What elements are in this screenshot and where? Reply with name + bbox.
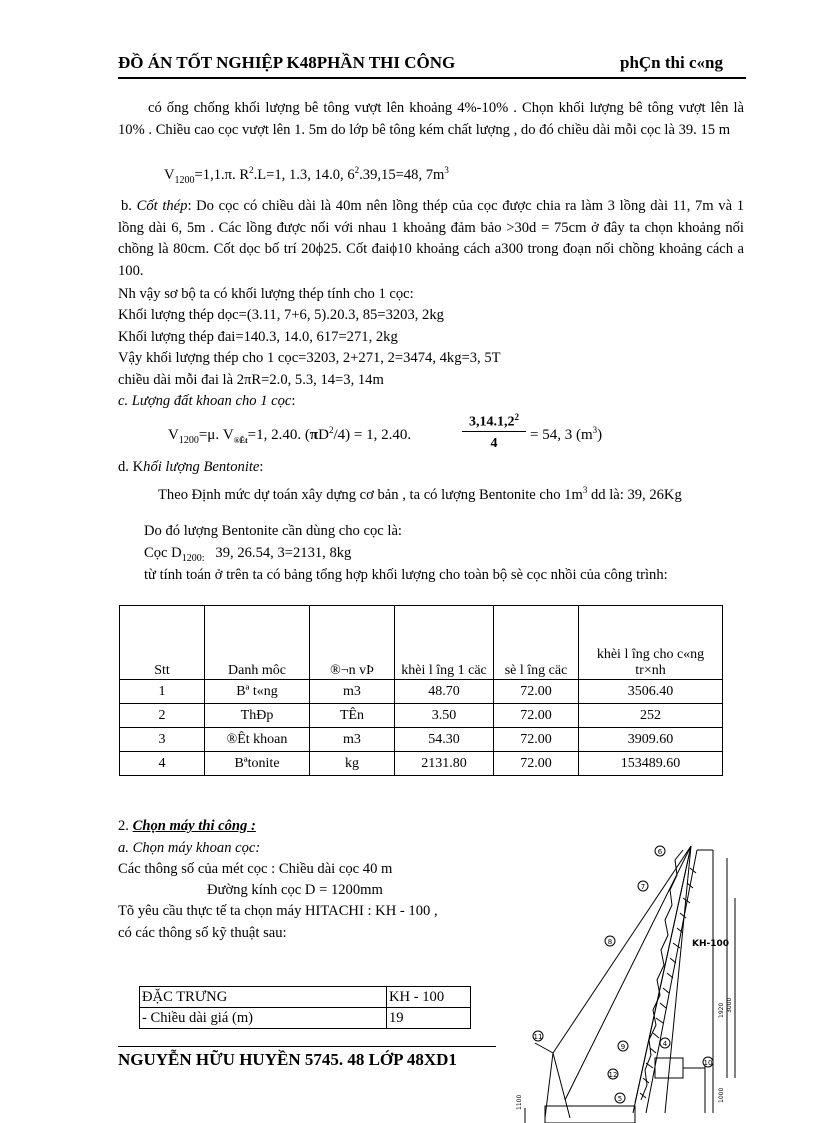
steel-line-5: chiều dài mỗi đai là 2πR=2.0, 5.3, 14=3, 14m: [118, 372, 384, 388]
header-rule: [118, 77, 746, 79]
machine-line-1: Các thông số của mét cọc : Chiều dài cọc 40 m: [118, 861, 393, 877]
table-header-cell: khèi l îng 1 cäc: [395, 606, 494, 680]
steel-title: Cốt thép: [136, 198, 188, 214]
table-cell: ®Êt khoan: [205, 728, 310, 752]
dimension-label: 1100: [516, 1094, 523, 1110]
footer-text: NGUYỄN HỮU HUYỀN 5745. 48 LỚP 48XD1: [118, 1050, 457, 1069]
table-header-cell: Danh môc: [205, 606, 310, 680]
callout-label: 8: [607, 938, 613, 946]
callout-label: 6: [657, 848, 663, 856]
table-cell: ĐẶC TRƯNG: [140, 987, 387, 1008]
callout-label: 10: [703, 1059, 713, 1067]
steel-paragraph: b. Cốt thép: Do cọc có chiều dài là 40m nên lồng thép của cọc được chia ra làm 3 lồng dài 11, 7m và 1 lồng dài 6, 5m . Các lồng được nối với nhau 1 khoảng đảm bảo >30d = 75cm ở đây ta chọn khoảng nối chồng là 80cm. Cốt dọc bố trí 20ϕ25. Cốt đaiϕ10 khoảng cách a300 trong đoạn nối chồng khoảng cách a 100.: [118, 198, 744, 279]
soil-result: = 54, 3 $(m^3)$: [530, 425, 603, 443]
callout-label: 9: [620, 1043, 626, 1051]
volume-table: [119, 605, 723, 776]
table-cell: 72.00: [494, 680, 579, 704]
table-cell: TÊn: [310, 704, 395, 728]
header-right: phÇn thi c«ng: [620, 53, 723, 72]
dimension-label: 1920: [718, 1002, 725, 1018]
soil-fraction: 3,14.1,2$^2$ 4: [462, 412, 526, 452]
table-cell: kg: [310, 752, 395, 776]
table-cell: 54.30: [395, 728, 494, 752]
volume-formula: $V_{1200}=1,1.\pi$. $R^2.L=1$, 1.3, 14.0, $6^2.39,15=48$, $7m^3$: [164, 165, 449, 186]
table-row: [120, 752, 723, 776]
table-cell: Bª t«ng: [205, 680, 310, 704]
bentonite-line-2: Do đó lượng Bentonite cần dùng cho cọc là:: [144, 523, 402, 539]
crane-model-label: KH-100: [692, 939, 730, 949]
table-header-cell: Stt: [120, 606, 205, 680]
table-row: [140, 1008, 471, 1029]
bentonite-summary: từ tính toán ở trên ta có bảng tổng hợp khối lượng cho toàn bộ sè cọc nhồi của công trình:: [144, 567, 668, 583]
table-cell: 72.00: [494, 728, 579, 752]
table-row: [120, 704, 723, 728]
table-cell: 72.00: [494, 704, 579, 728]
steel-line-2: Khối lượng thép dọc=(3.11, 7+6, 5).20.3, 85=3203, 2kg: [118, 307, 444, 323]
table-cell: Bªtonite: [205, 752, 310, 776]
table-row: [120, 680, 723, 704]
table-header-cell: khèi l îng cho c«ng tr×nh: [579, 606, 723, 680]
dimension-label: 1000: [718, 1087, 725, 1103]
bentonite-paragraph: Theo Định mức dự toán xây dựng cơ bản , ta có lượng Bentonite cho $1m^3$ dd là: 39, 26Kg: [158, 485, 682, 503]
soil-heading: c. Lượng đất khoan cho 1 cọc:: [118, 393, 296, 409]
table-cell: 153489.60: [579, 752, 723, 776]
table-cell: 3: [120, 728, 205, 752]
callout-label: 5: [617, 1095, 623, 1103]
table-cell: m3: [310, 728, 395, 752]
table-cell: 3.50: [395, 704, 494, 728]
footer-rule: [118, 1046, 496, 1047]
table-header-row: [120, 606, 723, 680]
callout-label: 4: [662, 1040, 668, 1048]
table-cell: KH - 100: [387, 987, 471, 1008]
header-left: ĐỒ ÁN TỐT NGHIỆP K48PHẦN THI CÔNG: [118, 53, 456, 72]
table-cell: 72.00: [494, 752, 579, 776]
table-cell: - Chiều dài giá (m): [140, 1008, 387, 1029]
spec-table: [139, 986, 471, 1029]
table-cell: 1: [120, 680, 205, 704]
machine-subheading: a. Chọn máy khoan cọc:: [118, 840, 261, 856]
table-cell: 4: [120, 752, 205, 776]
machine-line-2: Đường kính cọc D = 1200mm: [207, 882, 383, 898]
table-cell: 19: [387, 1008, 471, 1029]
callout-label: 12: [608, 1071, 618, 1079]
table-row: [140, 987, 471, 1008]
soil-formula: $V_{1200}=\mu$. $V_{®Êt}=1$, 2.40. $(\pi D^2/4) = 1$, 2.40.: [168, 425, 412, 446]
steel-line-3: Khối lượng thép đai=140.3, 14.0, 617=271, 2kg: [118, 329, 398, 345]
table-cell: 3506.40: [579, 680, 723, 704]
table-cell: 252: [579, 704, 723, 728]
intro-paragraph: có ống chống khối lượng bê tông vượt lên khoảng 4%-10% . Chọn khối lượng bê tông vượt lên là 10% . Chiều cao cọc vượt lên 1. 5m do lớp bê tông kém chất lượng , do đó chiều dài mỗi cọc là 39. 15 m: [118, 100, 744, 138]
steel-line-1: Nh vậy sơ bộ ta có khối lượng thép tính cho 1 cọc:: [118, 286, 414, 302]
steel-line-4: Vậy khối lượng thép cho 1 cọc=3203, 2+271, 2=3474, 4kg=3, 5T: [118, 350, 501, 366]
table-cell: 2131.80: [395, 752, 494, 776]
table-cell: ThÐp: [205, 704, 310, 728]
table-row: [120, 728, 723, 752]
table-cell: 48.70: [395, 680, 494, 704]
crane-drawing: [505, 838, 745, 1123]
table-header-cell: ®¬n vÞ: [310, 606, 395, 680]
bentonite-line-3: Cọc $D_{1200:}$ 39, 26.54, 3=2131, 8kg: [144, 545, 352, 564]
machine-line-3: Tõ yêu cầu thực tế ta chọn máy HITACHI : KH - 100 ,: [118, 903, 438, 919]
bentonite-heading: d. Khối lượng Bentonite:: [118, 459, 264, 475]
machine-heading: 2. Chọn máy thi công :: [118, 818, 256, 834]
callout-label: 7: [640, 883, 646, 891]
table-cell: 2: [120, 704, 205, 728]
table-cell: 3909.60: [579, 728, 723, 752]
machine-line-4: có các thông số kỹ thuật sau:: [118, 925, 287, 941]
table-cell: m3: [310, 680, 395, 704]
callout-label: 11: [533, 1033, 543, 1041]
table-header-cell: sè l îng cäc: [494, 606, 579, 680]
dimension-label: 3000: [726, 997, 733, 1013]
